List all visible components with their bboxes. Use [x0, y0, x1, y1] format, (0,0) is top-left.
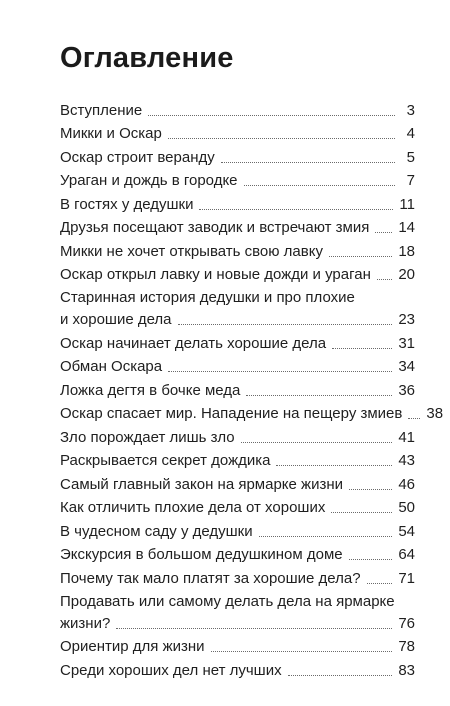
dot-leader [276, 465, 392, 466]
toc-entry-title: Раскрывается секрет дождика [60, 452, 271, 469]
toc-entry-page: 14 [398, 219, 415, 236]
toc-entry[interactable] [60, 214, 415, 238]
toc-entry-title: Ураган и дождь в городке [60, 172, 238, 189]
toc-entry[interactable] [60, 120, 415, 144]
dot-leader [349, 489, 392, 490]
toc-entry-page: 18 [398, 242, 415, 260]
toc-entry-title: жизни? [60, 614, 111, 632]
toc-entry[interactable] [60, 167, 415, 191]
dot-leader [329, 256, 392, 257]
dot-leader [168, 371, 392, 372]
dot-leader [375, 232, 392, 233]
toc-entry-page: 38 [426, 405, 444, 422]
toc-entry-title: Как отличить плохие дела от хороших [60, 499, 326, 516]
toc-entry-page: 71 [398, 569, 415, 587]
dot-leader [168, 138, 395, 139]
toc-entry-page: 50 [398, 499, 415, 516]
toc-entry[interactable] [60, 633, 415, 657]
toc-entry-page: 5 [406, 148, 415, 166]
toc-entry[interactable] [60, 353, 415, 377]
toc-entry-title: Среди хороших дел нет лучших [60, 661, 282, 679]
toc-entry-title: Микки не хочет открывать свою лавку [60, 242, 323, 260]
toc-entry-title: В чудесном саду у дедушки [60, 522, 253, 540]
toc-entry-title: Почему так мало платят за хорошие дела? [60, 569, 361, 587]
toc-entry-page: 3 [406, 101, 415, 119]
toc-entry-page: 7 [406, 172, 415, 189]
toc-entry[interactable] [60, 588, 415, 633]
toc-entry-page: 46 [398, 475, 415, 493]
dot-leader [408, 418, 420, 419]
toc-entry[interactable] [60, 261, 415, 285]
toc-entry-title: Обман Оскара [60, 358, 163, 375]
toc-entry-title: Оскар открыл лавку и новые дожди и ураган [60, 266, 371, 283]
toc-entry-title: Ориентир для жизни [60, 638, 205, 655]
toc-entry-page: 64 [398, 546, 415, 563]
toc-entry-page: 83 [398, 661, 415, 679]
page-title: Оглавление [60, 42, 234, 74]
toc-entry[interactable] [60, 96, 415, 120]
toc-entry[interactable] [60, 517, 415, 541]
toc-entry-page: 36 [398, 381, 415, 399]
dot-leader [178, 324, 393, 325]
toc-entry-title: Друзья посещают заводик и встречают змия [60, 219, 370, 236]
dot-leader [349, 559, 393, 560]
toc-entry-page: 43 [398, 452, 415, 469]
dot-leader [244, 185, 395, 186]
dot-leader [377, 279, 392, 280]
toc-entry-title: Ложка дегтя в бочке меда [60, 381, 241, 399]
toc-entry[interactable] [60, 237, 415, 261]
table-of-contents [60, 96, 444, 680]
toc-entry-page: 23 [398, 311, 415, 328]
toc-entry[interactable] [60, 447, 415, 471]
toc-entry-title-line1: Продавать или самому делать дела на ярмарке [60, 592, 395, 610]
dot-leader [331, 512, 392, 513]
toc-entry[interactable] [60, 564, 415, 588]
toc-entry-page: 11 [399, 195, 415, 213]
toc-entry-page: 34 [398, 358, 415, 375]
toc-entry[interactable] [60, 190, 415, 214]
dot-leader [367, 583, 393, 584]
toc-entry-title: Зло порождает лишь зло [60, 428, 235, 446]
toc-entry-page: 20 [398, 266, 415, 283]
dot-leader [148, 115, 395, 116]
toc-entry-title: Экскурсия в большом дедушкином доме [60, 546, 343, 563]
toc-entry[interactable] [60, 541, 415, 565]
toc-entry[interactable] [60, 656, 415, 680]
dot-leader [221, 162, 395, 163]
toc-entry[interactable] [60, 423, 415, 447]
toc-entry-page: 41 [398, 428, 415, 446]
toc-entry[interactable] [60, 329, 415, 353]
dot-leader [211, 651, 393, 652]
toc-entry-title: Вступление [60, 101, 143, 119]
dot-leader [116, 628, 392, 629]
dot-leader [332, 348, 392, 349]
toc-entry-title: В гостях у дедушки [60, 195, 194, 213]
dot-leader [288, 675, 393, 676]
toc-entry[interactable] [60, 494, 415, 518]
toc-entry[interactable] [60, 400, 444, 424]
toc-entry[interactable] [60, 143, 415, 167]
toc-entry-row [60, 311, 415, 329]
toc-entry-page: 31 [398, 334, 415, 352]
toc-entry-row [60, 615, 415, 633]
toc-entry-title: Оскар спасает мир. Нападение на пещеру змиев [60, 405, 403, 422]
toc-entry-title: и хорошие дела [60, 311, 172, 328]
dot-leader [246, 395, 392, 396]
toc-entry-title: Самый главный закон на ярмарке жизни [60, 475, 343, 493]
toc-entry-title: Оскар строит веранду [60, 148, 215, 166]
toc-entry-title: Микки и Оскар [60, 125, 162, 142]
dot-leader [199, 209, 393, 210]
dot-leader [259, 536, 393, 537]
toc-entry-page: 76 [398, 614, 415, 632]
dot-leader [241, 442, 393, 443]
toc-entry-title-line1: Старинная история дедушки и про плохие [60, 289, 355, 306]
toc-entry[interactable] [60, 376, 415, 400]
toc-entry-title: Оскар начинает делать хорошие дела [60, 334, 327, 352]
toc-entry-page: 78 [398, 638, 415, 655]
toc-entry-page: 4 [406, 125, 415, 142]
toc-entry-page: 54 [398, 522, 415, 540]
toc-entry[interactable] [60, 470, 415, 494]
toc-entry[interactable] [60, 284, 415, 329]
